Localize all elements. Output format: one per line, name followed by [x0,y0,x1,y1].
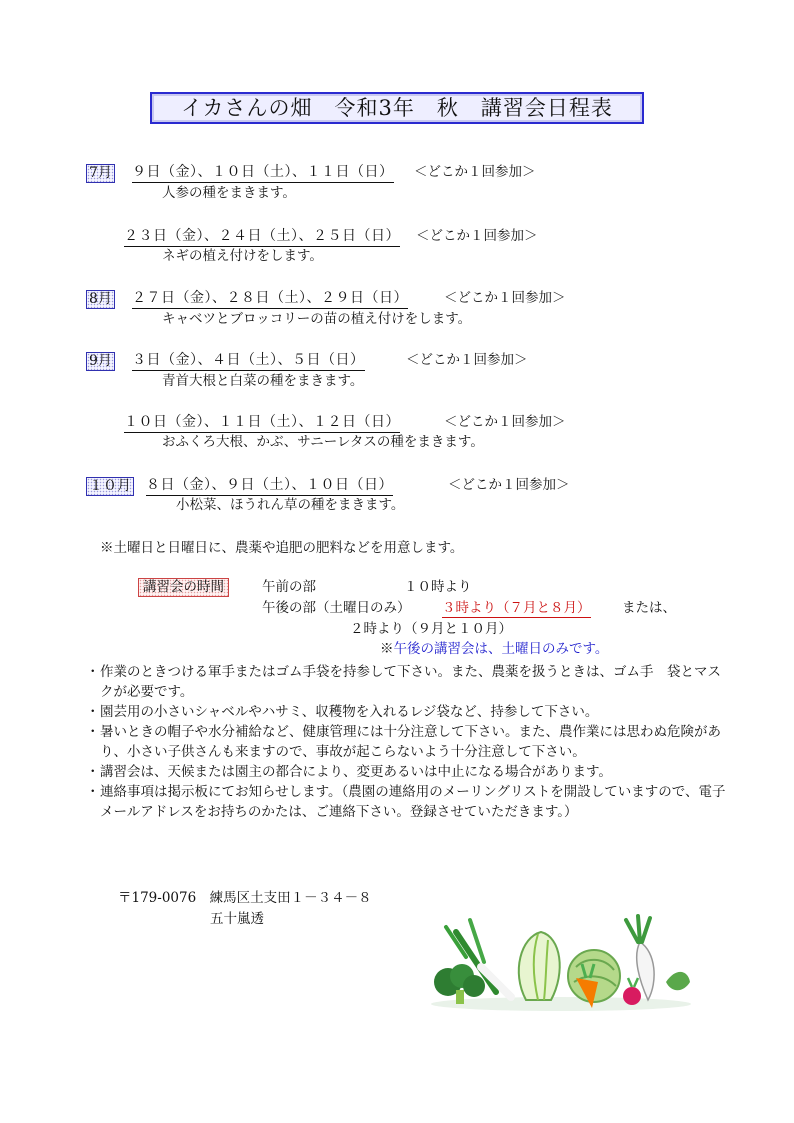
list-item-text: 園芸用の小さいシャベルやハサミ、収穫物を入れるレジ袋など、持参して下さい。 [100,704,599,720]
session-description: ネギの植え付けをします。 [162,248,323,264]
address: 〒179-0076 練馬区土支田１－３４－８ [118,890,372,906]
month-label-august: 8月 [86,290,115,309]
morning-label: 午前の部 [262,579,316,595]
list-item-text: 暑いときの帽子や水分補給など、健康管理には十分注意して下さい。また、農作業には思わぬ危険があり、小さい子供さんも来ますので、事故が起こらないよう十分注意して下さい。 [100,724,721,760]
session-dates: ２７日（金）、２８日（土）、２９日（日） [132,290,408,309]
afternoon-label: 午後の部（土曜日のみ） [262,600,411,616]
supplies-note: ※土曜日と日曜日に、農薬や追肥の肥料などを用意します。 [100,540,464,556]
vegetables-illustration [426,912,696,1012]
month-label-october: １０月 [86,477,134,496]
session-description: 小松菜、ほうれん草の種をまきます。 [176,497,405,513]
note-mark: ※ [380,641,394,657]
bullet-mark: ・ [86,724,100,740]
afternoon-time-autumn: ２時より（９月と１０月） [350,621,512,637]
list-item [86,722,726,762]
session-join-note: ＜どこか１回参加＞ [444,414,566,430]
afternoon-time-summer: ３時より（７月と８月） [442,600,591,616]
session-dates: ８日（金）、９日（土）、１０日（日） [146,477,393,496]
session-description: 人参の種をまきます。 [162,185,296,201]
session-description: おふくろ大根、かぶ、サニーレタスの種をまきます。 [162,434,484,450]
list-item [86,662,726,702]
session-join-note: ＜どこか１回参加＞ [448,477,570,493]
notes-list [86,662,726,822]
session-dates: １０日（金）、１１日（土）、１２日（日） [124,414,400,433]
session-dates: ２３日（金）、２４日（土）、２５日（日） [124,228,400,247]
list-item [86,782,726,822]
schedule-label: 講習会の時間 [138,578,229,597]
list-item-text: 講習会は、天候または園主の都合により、変更あるいは中止になる場合があります。 [100,764,612,780]
session-join-note: ＜どこか１回参加＞ [444,290,566,306]
session-join-note: ＜どこか１回参加＞ [414,164,536,180]
list-item-text: 連絡事項は掲示板にてお知らせします。（農園の連絡用のメーリングリストを開設していますので、電子メールアドレスをお持ちのかたは、ご連絡下さい。登録させていただきます。） [100,784,726,820]
bullet-mark: ・ [86,764,100,780]
or-text: または、 [622,600,676,616]
page-title: イカさんの畑 令和3年 秋 講習会日程表 [150,92,644,124]
afternoon-note [380,641,608,658]
session-description: キャベツとブロッコリーの苗の植え付けをします。 [162,311,472,327]
bullet-mark: ・ [86,664,100,680]
session-description: 青首大根と白菜の種をまきます。 [162,373,364,389]
bullet-mark: ・ [86,704,100,720]
morning-time: １０時より [404,579,472,595]
month-label-july: 7月 [86,164,115,183]
list-item [86,762,726,782]
list-item [86,702,726,722]
note-text: 午後の講習会は、土曜日のみです。 [393,641,609,657]
organizer-name: 五十嵐透 [210,911,264,927]
bullet-mark: ・ [86,784,100,800]
session-join-note: ＜どこか１回参加＞ [406,352,528,368]
session-dates: ３日（金）、４日（土）、５日（日） [132,352,365,371]
month-label-september: 9月 [86,352,115,371]
session-join-note: ＜どこか１回参加＞ [416,228,538,244]
list-item-text: 作業のときつける軍手またはゴム手袋を持参して下さい。また、農薬を扱うときは、ゴム手 袋とマスクが必要です。 [100,664,721,700]
session-dates: ９日（金）、１０日（土）、１１日（日） [132,164,394,183]
